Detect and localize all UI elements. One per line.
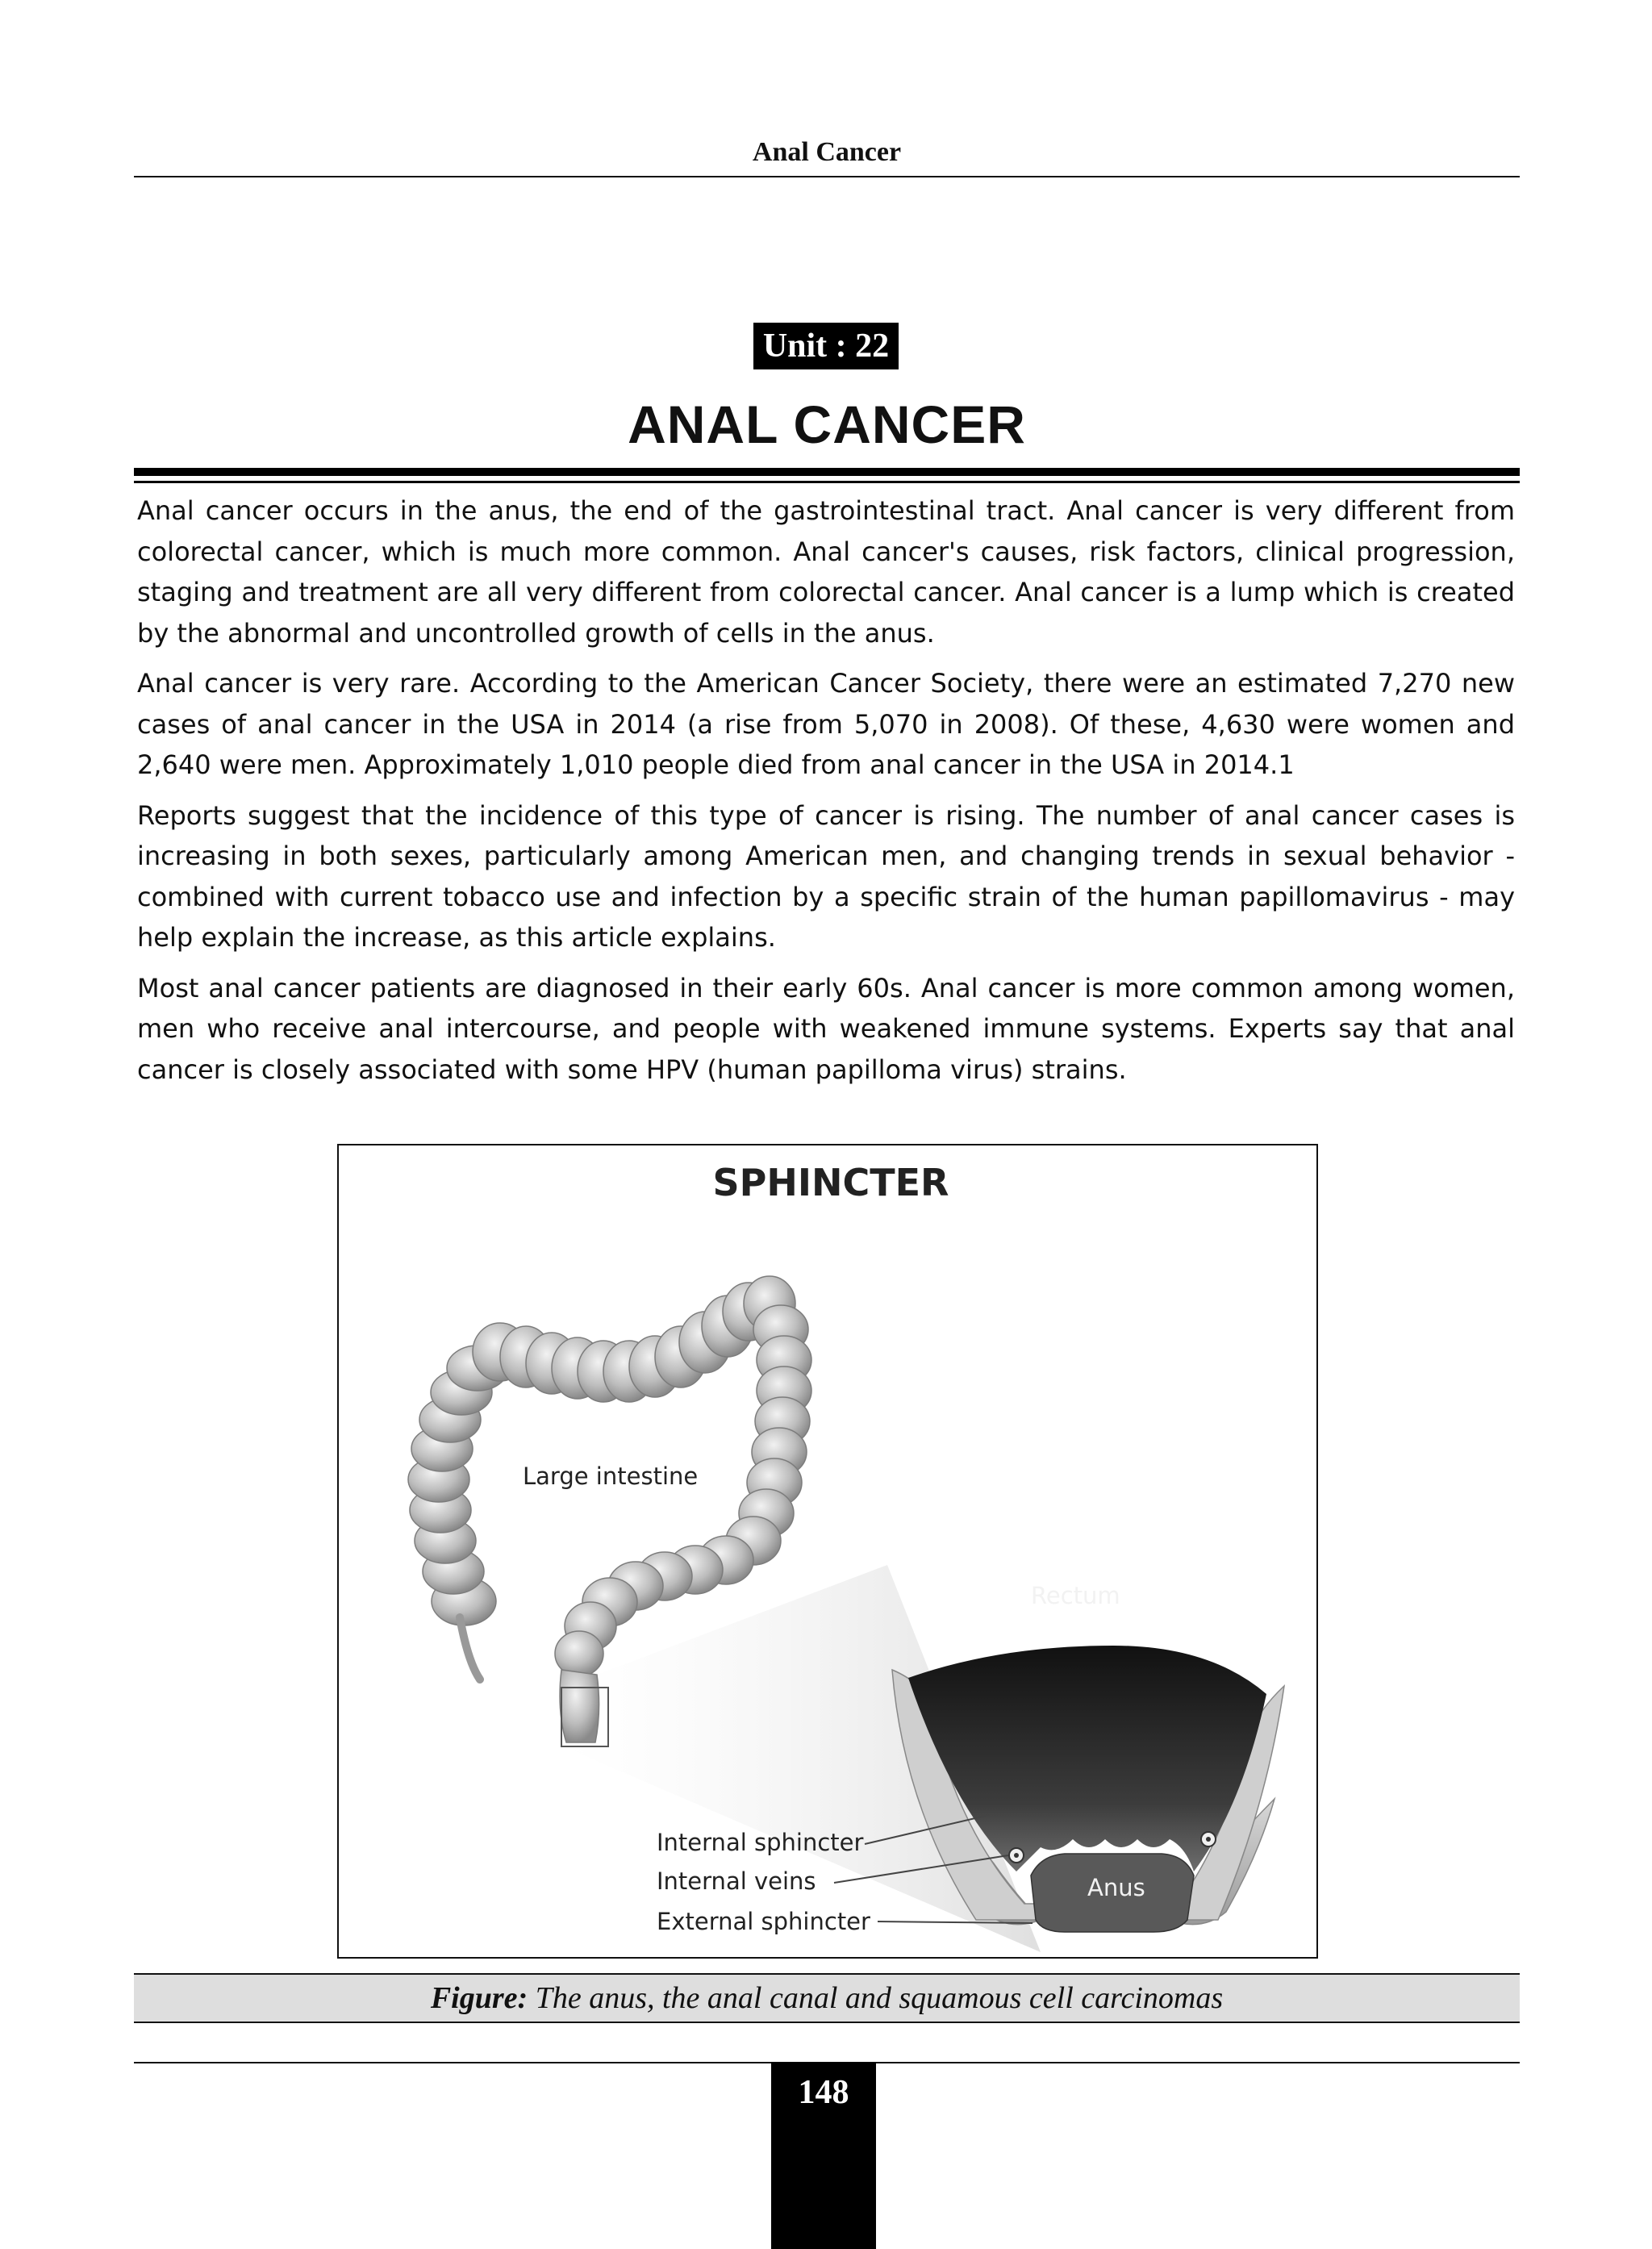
label-large-intestine: Large intestine (523, 1462, 699, 1490)
header-rule (134, 176, 1520, 177)
paragraph-3: Reports suggest that the incidence of this type of cancer is rising. The number of anal cancer cases is increasing in both sexes, particularly among American men, and changing trends in sexual behavior - combined with current tobacco use and infection by a specific strain of the human papillomavirus - may help explain the increase, as this article explains. (137, 799, 1515, 953)
label-external-sphincter: External sphincter (657, 1908, 870, 1935)
paragraph-2: Anal cancer is very rare. According to the American Cancer Society, there were an estimated 7,270 new cases of anal cancer in the USA in 2014 (a rise from 5,070 in 2008). Of these, 4,630 were women and 2,640 were men. Approximately 1,010 people died from anal cancer in the USA in 2014.1 (137, 668, 1515, 780)
sphincter-figure (337, 1144, 1318, 1959)
label-internal-veins: Internal veins (657, 1867, 816, 1895)
paragraph-1: Anal cancer occurs in the anus, the end of the gastrointestinal tract. Anal cancer is very different from colorectal cancer, which is much more common. Anal cancer's causes, risk factors, clinical progression, staging and treatment are all very different from colorectal cancer. Anal cancer is a lump which is created by the abnormal and uncontrolled growth of cells in the anus. (137, 495, 1515, 649)
running-header: Anal Cancer (752, 137, 902, 167)
page-number: 148 (771, 2062, 876, 2249)
label-anus: Anus (1087, 1874, 1145, 1901)
figure-title: SPHINCTER (712, 1161, 949, 1204)
caption-text: The anus, the anal canal and squamous cell carcinomas (535, 1981, 1224, 2015)
unit-badge: Unit : 22 (753, 323, 899, 369)
label-rectum: Rectum (1031, 1582, 1120, 1609)
label-internal-sphincter: Internal sphincter (657, 1829, 864, 1856)
body-text (137, 490, 1515, 1099)
paragraph-4: Most anal cancer patients are diagnosed in their early 60s. Anal cancer is more common among women, men who receive anal intercourse, and people with weakened immune systems. Experts say that anal cancer is closely associated with some HPV (human papilloma virus) strains. (137, 972, 1515, 1085)
figure-caption (134, 1973, 1520, 2023)
title-rule-thin (134, 481, 1520, 483)
title-rule-thick (134, 468, 1520, 476)
chapter-title: ANAL CANCER (628, 394, 1026, 454)
sphincter-illustration (339, 1145, 1316, 1957)
caption-prefix: Figure: (430, 1981, 528, 2015)
